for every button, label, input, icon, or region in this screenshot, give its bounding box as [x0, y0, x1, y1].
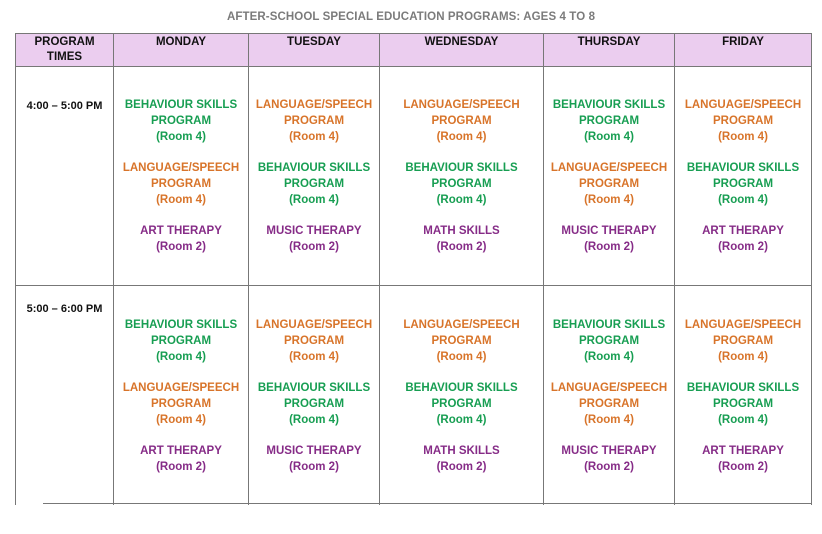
program-room: (Room 4): [584, 351, 634, 363]
program-name: MUSIC THERAPY: [561, 225, 657, 237]
program-room: (Room 4): [584, 131, 634, 143]
day-cell-wednesday: [380, 286, 544, 505]
program-name: MATH SKILLS: [423, 225, 500, 237]
program-room: (Room 2): [718, 241, 768, 253]
day-cell-thursday: [544, 67, 675, 286]
program-room: (Room 2): [289, 241, 339, 253]
page-title: AFTER-SCHOOL SPECIAL EDUCATION PROGRAMS: AGES 4 TO 8: [226, 11, 596, 23]
program-entry: [675, 97, 811, 145]
program-room: (Room 2): [436, 241, 487, 253]
program-name: MATH SKILLS: [423, 445, 500, 457]
program-room: (Room 4): [289, 414, 339, 426]
program-entry: [249, 97, 379, 145]
program-entry: [249, 223, 379, 255]
program-room: (Room 4): [718, 194, 768, 206]
program-entry: [249, 160, 379, 208]
program-name: MUSIC THERAPY: [266, 445, 362, 457]
day-cell-wednesday: [380, 67, 544, 286]
program-room: (Room 4): [718, 131, 768, 143]
program-entry: [544, 223, 674, 255]
header-tuesday: TUESDAY: [249, 34, 380, 67]
program-entry: [114, 160, 248, 208]
program-name: BEHAVIOUR SKILLS PROGRAM: [124, 319, 238, 347]
schedule-table: [15, 33, 812, 505]
program-entry: [249, 443, 379, 475]
program-room: (Room 2): [584, 461, 634, 473]
program-room: (Room 4): [718, 351, 768, 363]
day-cell-tuesday: [249, 286, 380, 505]
program-name: LANGUAGE/SPEECH PROGRAM: [255, 99, 373, 127]
program-entry: [380, 223, 543, 255]
program-room: (Room 2): [156, 461, 206, 473]
day-cell-monday: [114, 67, 249, 286]
program-name: BEHAVIOUR SKILLS PROGRAM: [405, 382, 518, 410]
program-name: LANGUAGE/SPEECH PROGRAM: [550, 162, 668, 190]
program-entry: [114, 380, 248, 428]
program-entry: [249, 380, 379, 428]
program-name: LANGUAGE/SPEECH PROGRAM: [403, 99, 520, 127]
header-monday: MONDAY: [114, 34, 249, 67]
program-entry: [675, 443, 811, 475]
program-name: BEHAVIOUR SKILLS PROGRAM: [257, 382, 371, 410]
program-room: (Room 4): [718, 414, 768, 426]
day-cell-monday: [114, 286, 249, 505]
table-row: [16, 286, 812, 505]
day-cell-friday: [675, 67, 812, 286]
program-name: BEHAVIOUR SKILLS PROGRAM: [552, 99, 666, 127]
header-thursday: THURSDAY: [544, 34, 675, 67]
program-name: ART THERAPY: [140, 225, 222, 237]
program-name: LANGUAGE/SPEECH PROGRAM: [684, 99, 802, 127]
program-room: (Room 4): [584, 414, 634, 426]
time-slot-label: 5:00 – 6:00 PM: [16, 286, 114, 505]
program-room: (Room 2): [156, 241, 206, 253]
program-name: BEHAVIOUR SKILLS PROGRAM: [686, 162, 800, 190]
program-name: ART THERAPY: [702, 445, 784, 457]
program-entry: [544, 160, 674, 208]
program-name: MUSIC THERAPY: [561, 445, 657, 457]
program-room: (Room 4): [436, 194, 487, 206]
program-entry: [675, 317, 811, 365]
program-room: (Room 4): [584, 194, 634, 206]
program-entry: [380, 317, 543, 365]
program-room: (Room 4): [289, 351, 339, 363]
program-name: LANGUAGE/SPEECH PROGRAM: [122, 162, 240, 190]
program-name: BEHAVIOUR SKILLS PROGRAM: [686, 382, 800, 410]
program-name: LANGUAGE/SPEECH PROGRAM: [122, 382, 240, 410]
header-friday: FRIDAY: [675, 34, 812, 67]
program-room: (Room 4): [436, 131, 487, 143]
table-row: [16, 67, 812, 286]
program-room: (Room 4): [436, 351, 487, 363]
program-name: LANGUAGE/SPEECH PROGRAM: [550, 382, 668, 410]
header-program-times: PROGRAM TIMES: [16, 34, 114, 67]
day-cell-friday: [675, 286, 812, 505]
program-entry: [544, 380, 674, 428]
program-room: (Room 4): [156, 194, 206, 206]
program-entry: [114, 443, 248, 475]
program-name: MUSIC THERAPY: [266, 225, 362, 237]
program-room: (Room 4): [156, 414, 206, 426]
program-entry: [544, 443, 674, 475]
program-entry: [380, 97, 543, 145]
program-name: ART THERAPY: [140, 445, 222, 457]
program-entry: [544, 97, 674, 145]
header-wednesday: WEDNESDAY: [380, 34, 544, 67]
program-name: LANGUAGE/SPEECH PROGRAM: [684, 319, 802, 347]
program-entry: [249, 317, 379, 365]
program-entry: [380, 160, 543, 208]
table-bottom-border: [43, 503, 811, 504]
time-slot-label: 4:00 – 5:00 PM: [16, 67, 114, 286]
program-room: (Room 2): [584, 241, 634, 253]
program-name: ART THERAPY: [702, 225, 784, 237]
program-name: BEHAVIOUR SKILLS PROGRAM: [257, 162, 371, 190]
program-room: (Room 2): [289, 461, 339, 473]
program-room: (Room 4): [156, 351, 206, 363]
program-room: (Room 4): [289, 131, 339, 143]
header-row: [16, 34, 812, 67]
program-name: BEHAVIOUR SKILLS PROGRAM: [405, 162, 518, 190]
program-entry: [544, 317, 674, 365]
day-cell-thursday: [544, 286, 675, 505]
program-entry: [114, 223, 248, 255]
program-name: LANGUAGE/SPEECH PROGRAM: [255, 319, 373, 347]
program-room: (Room 4): [289, 194, 339, 206]
program-entry: [114, 317, 248, 365]
program-entry: [380, 443, 543, 475]
program-name: BEHAVIOUR SKILLS PROGRAM: [124, 99, 238, 127]
day-cell-tuesday: [249, 67, 380, 286]
program-room: (Room 4): [156, 131, 206, 143]
program-room: (Room 2): [718, 461, 768, 473]
program-entry: [675, 160, 811, 208]
program-entry: [114, 97, 248, 145]
program-room: (Room 4): [436, 414, 487, 426]
program-name: BEHAVIOUR SKILLS PROGRAM: [552, 319, 666, 347]
program-entry: [380, 380, 543, 428]
program-entry: [675, 380, 811, 428]
program-room: (Room 2): [436, 461, 487, 473]
program-entry: [675, 223, 811, 255]
program-name: LANGUAGE/SPEECH PROGRAM: [403, 319, 520, 347]
